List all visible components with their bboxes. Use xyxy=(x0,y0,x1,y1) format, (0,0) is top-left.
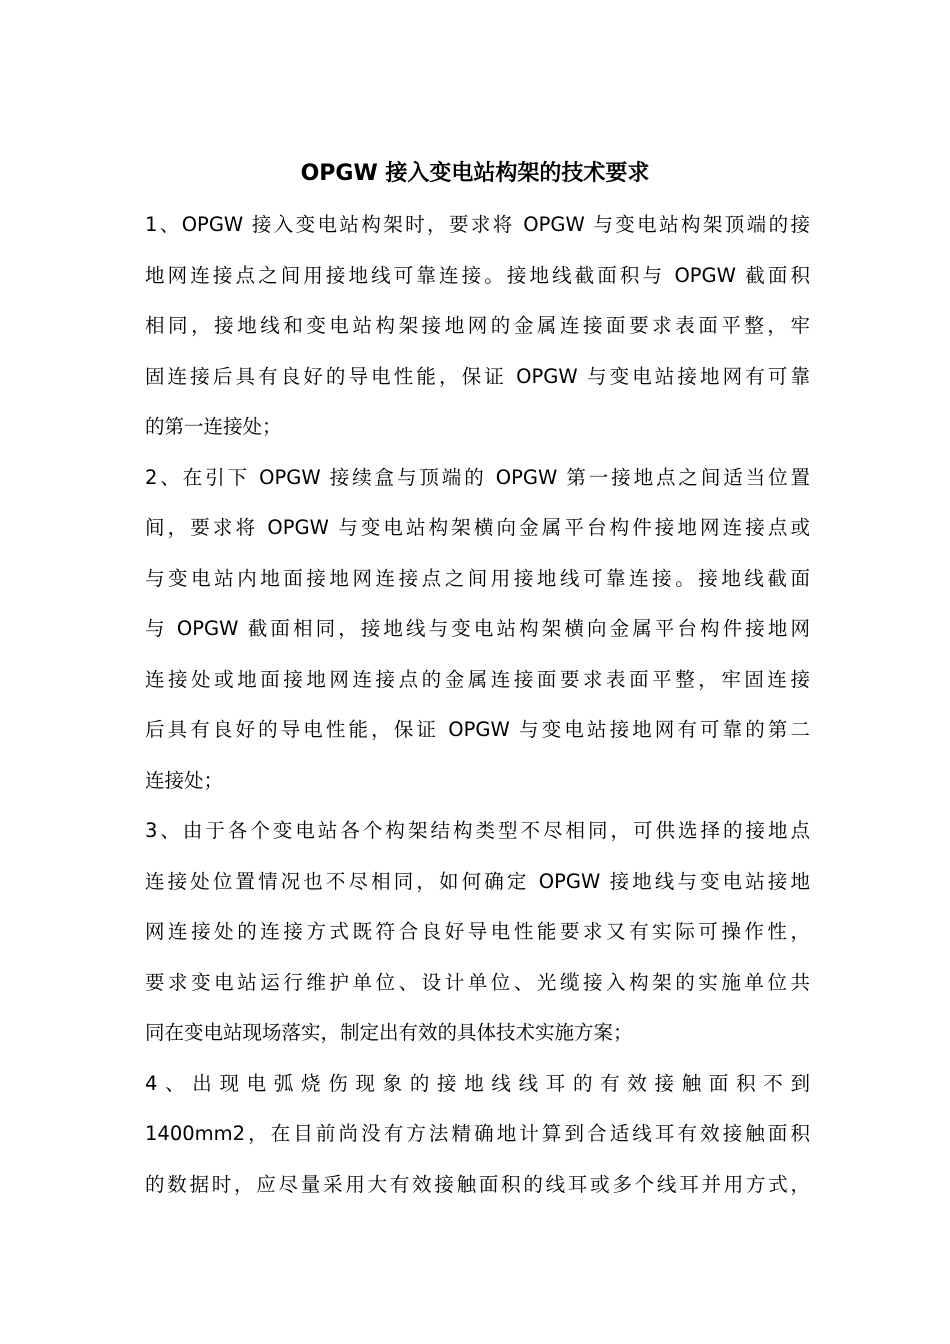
paragraph-line: 连接处或地面接地网连接点的金属连接面要求表面平整，牢固连接 xyxy=(145,667,810,691)
paragraph-line: 1、OPGW 接入变电站构架时，要求将 OPGW 与变电站构架顶端的接 xyxy=(145,213,810,236)
paragraph-line: 间，要求将 OPGW 与变电站构架横向金属平台构件接地网连接点或 xyxy=(145,516,810,539)
paragraph-line: 要求变电站运行维护单位、设计单位、光缆接入构架的实施单位共 xyxy=(145,970,810,994)
paragraph-line: 的数据时，应尽量采用大有效接触面积的线耳或多个线耳并用方式， xyxy=(145,1172,810,1196)
paragraph-line: 固连接后具有良好的导电性能，保证 OPGW 与变电站接地网有可靠 xyxy=(145,364,810,388)
document-body xyxy=(145,207,810,1217)
paragraph-line: 相同，接地线和变电站构架接地网的金属连接面要求表面平整，牢 xyxy=(145,314,810,337)
paragraph-line: 后具有良好的导电性能，保证 OPGW 与变电站接地网有可靠的第二 xyxy=(145,718,810,741)
paragraph-line: 的第一连接处； xyxy=(145,415,282,438)
paragraph-1 xyxy=(145,207,810,460)
document-title: OPGW 接入变电站构架的技术要求 xyxy=(300,161,650,186)
paragraph-line: 地网连接点之间用接地线可靠连接。接地线截面积与 OPGW 截面积 xyxy=(145,263,810,287)
paragraph-line: 4、出现电弧烧伤现象的接地线线耳的有效接触面积不到 xyxy=(145,1071,810,1095)
paragraph-line: 同在变电站现场落实，制定出有效的具体技术实施方案； xyxy=(145,1021,633,1044)
paragraph-3 xyxy=(145,813,810,1066)
paragraph-line: 1400mm2，在目前尚没有方法精确地计算到合适线耳有效接触面积 xyxy=(145,1122,810,1145)
paragraph-line: 3、由于各个变电站各个构架结构类型不尽相同，可供选择的接地点 xyxy=(145,819,810,842)
paragraph-4 xyxy=(145,1066,810,1218)
paragraph-line: 连接处位置情况也不尽相同，如何确定 OPGW 接地线与变电站接地 xyxy=(145,869,810,893)
paragraph-line: 连接处； xyxy=(145,768,224,792)
paragraph-line: 2、在引下 OPGW 接续盒与顶端的 OPGW 第一接地点之间适当位置 xyxy=(145,465,810,489)
paragraph-line: 与变电站内地面接地网连接点之间用接地线可靠连接。接地线截面 xyxy=(145,566,810,590)
paragraph-2 xyxy=(145,460,810,814)
paragraph-line: 与 OPGW 截面相同，接地线与变电站构架横向金属平台构件接地网 xyxy=(145,617,810,640)
paragraph-line: 网连接处的连接方式既符合良好导电性能要求又有实际可操作性， xyxy=(145,920,810,943)
